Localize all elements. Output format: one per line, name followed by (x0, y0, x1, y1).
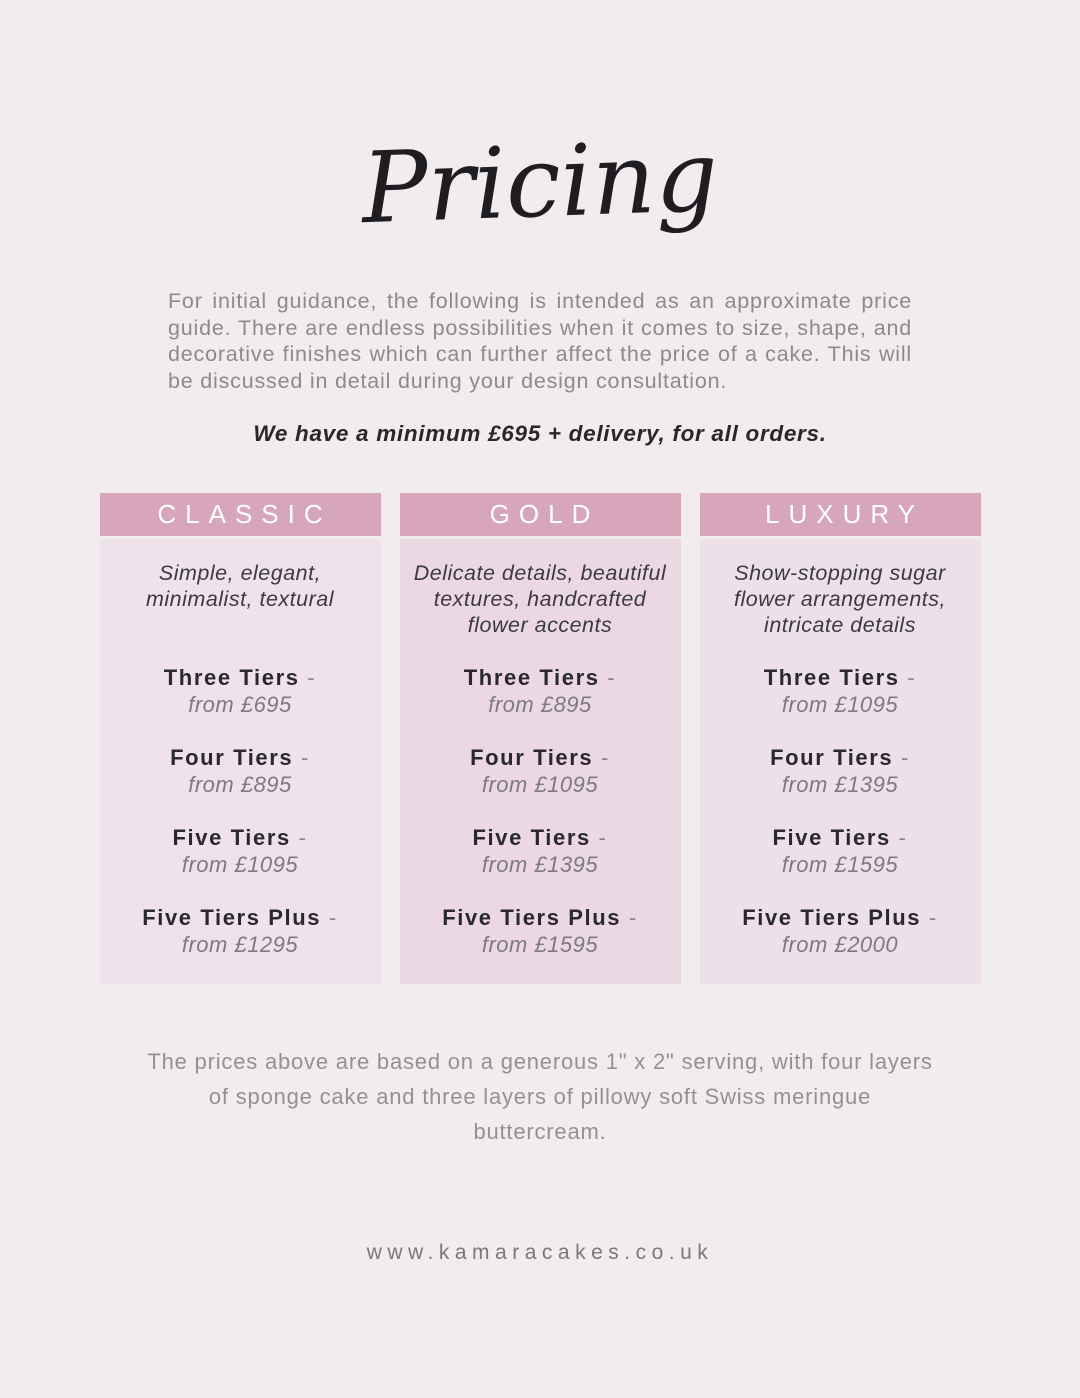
tier-name: Five Tiers (172, 825, 291, 850)
tier-dash: - (600, 745, 610, 770)
tier-label (100, 904, 381, 931)
column-description-gold: Delicate details, beautiful textures, handcrafted flower accents (413, 561, 667, 637)
column-header-classic (100, 493, 381, 536)
tier-price: from £1295 (181, 932, 299, 957)
tier-label (400, 664, 681, 691)
column-description-classic: Simple, elegant, minimalist, textural (145, 561, 334, 611)
tier-price: from £1395 (481, 852, 599, 877)
tier-price: from £1095 (481, 772, 599, 797)
tier-name: Three Tiers (163, 665, 300, 690)
tier-price: from £895 (488, 692, 592, 717)
tier-label (100, 744, 381, 771)
tier-price: from £895 (188, 772, 292, 797)
column-title-gold: GOLD (489, 499, 600, 529)
tier-row (400, 824, 681, 878)
tier-dash: - (607, 665, 617, 690)
tier-dash: - (307, 665, 317, 690)
tier-name: Five Tiers Plus (142, 905, 322, 930)
tier-dash: - (598, 825, 608, 850)
tier-label (400, 744, 681, 771)
column-body-gold (400, 539, 681, 984)
tier-row (400, 744, 681, 798)
tier-price: from £695 (188, 692, 292, 717)
tier-label (700, 664, 981, 691)
tier-dash: - (298, 825, 308, 850)
column-body-luxury (700, 539, 981, 984)
tier-dash: - (898, 825, 908, 850)
tier-dash: - (300, 745, 310, 770)
column-title-classic: CLASSIC (157, 499, 332, 529)
tier-label (100, 664, 381, 691)
tier-name: Four Tiers (170, 745, 294, 770)
pricing-column-classic (100, 493, 381, 984)
tier-label (400, 824, 681, 851)
minimum-order-note: We have a minimum £695 + delivery, for all orders. (253, 421, 827, 446)
tier-row (700, 664, 981, 718)
serving-note: The prices above are based on a generous 1" x 2" serving, with four layers of sponge cake and three layers of pillowy soft Swiss meringue buttercream. (147, 1049, 933, 1144)
column-title-luxury: LUXURY (764, 499, 924, 529)
tier-row (700, 824, 981, 878)
page-title: Pricing (359, 119, 720, 247)
pricing-column-gold (400, 493, 681, 984)
tier-dash: - (928, 905, 938, 930)
tier-dash: - (628, 905, 638, 930)
tier-label (700, 904, 981, 931)
tier-name: Five Tiers (472, 825, 591, 850)
tier-name: Five Tiers Plus (742, 905, 922, 930)
tier-row (100, 904, 381, 958)
tier-price: from £1095 (781, 692, 899, 717)
column-header-luxury (700, 493, 981, 536)
tier-dash: - (900, 745, 910, 770)
pricing-column-luxury (700, 493, 981, 984)
column-body-classic (100, 539, 381, 984)
tier-price: from £1595 (781, 852, 899, 877)
tier-row (400, 664, 681, 718)
column-header-gold (400, 493, 681, 536)
tier-row (700, 904, 981, 958)
tier-row (100, 664, 381, 718)
tier-dash: - (328, 905, 338, 930)
tier-dash: - (907, 665, 917, 690)
tier-row (100, 824, 381, 878)
intro-paragraph: For initial guidance, the following is intended as an approximate price guide. There are endless possibilities when it comes to size, shape, and decorative finishes which can further affect the price of a cake. This will be discussed in detail during your design consultation. (168, 289, 912, 393)
column-description-luxury: Show-stopping sugar flower arrangements, intricate details (734, 561, 946, 637)
tier-price: from £2000 (781, 932, 899, 957)
pricing-columns (100, 493, 981, 984)
tier-price: from £1595 (481, 932, 599, 957)
tier-row (700, 744, 981, 798)
tier-name: Three Tiers (463, 665, 600, 690)
tier-price: from £1395 (781, 772, 899, 797)
tier-name: Four Tiers (770, 745, 894, 770)
tier-label (100, 824, 381, 851)
tier-label (700, 824, 981, 851)
tier-name: Five Tiers (772, 825, 891, 850)
website-url[interactable]: www.kamaracakes.co.uk (366, 1241, 714, 1264)
tier-label (400, 904, 681, 931)
tier-label (700, 744, 981, 771)
tier-name: Four Tiers (470, 745, 594, 770)
tier-name: Three Tiers (763, 665, 900, 690)
tier-row (400, 904, 681, 958)
tier-price: from £1095 (181, 852, 299, 877)
tier-name: Five Tiers Plus (442, 905, 622, 930)
tier-row (100, 744, 381, 798)
